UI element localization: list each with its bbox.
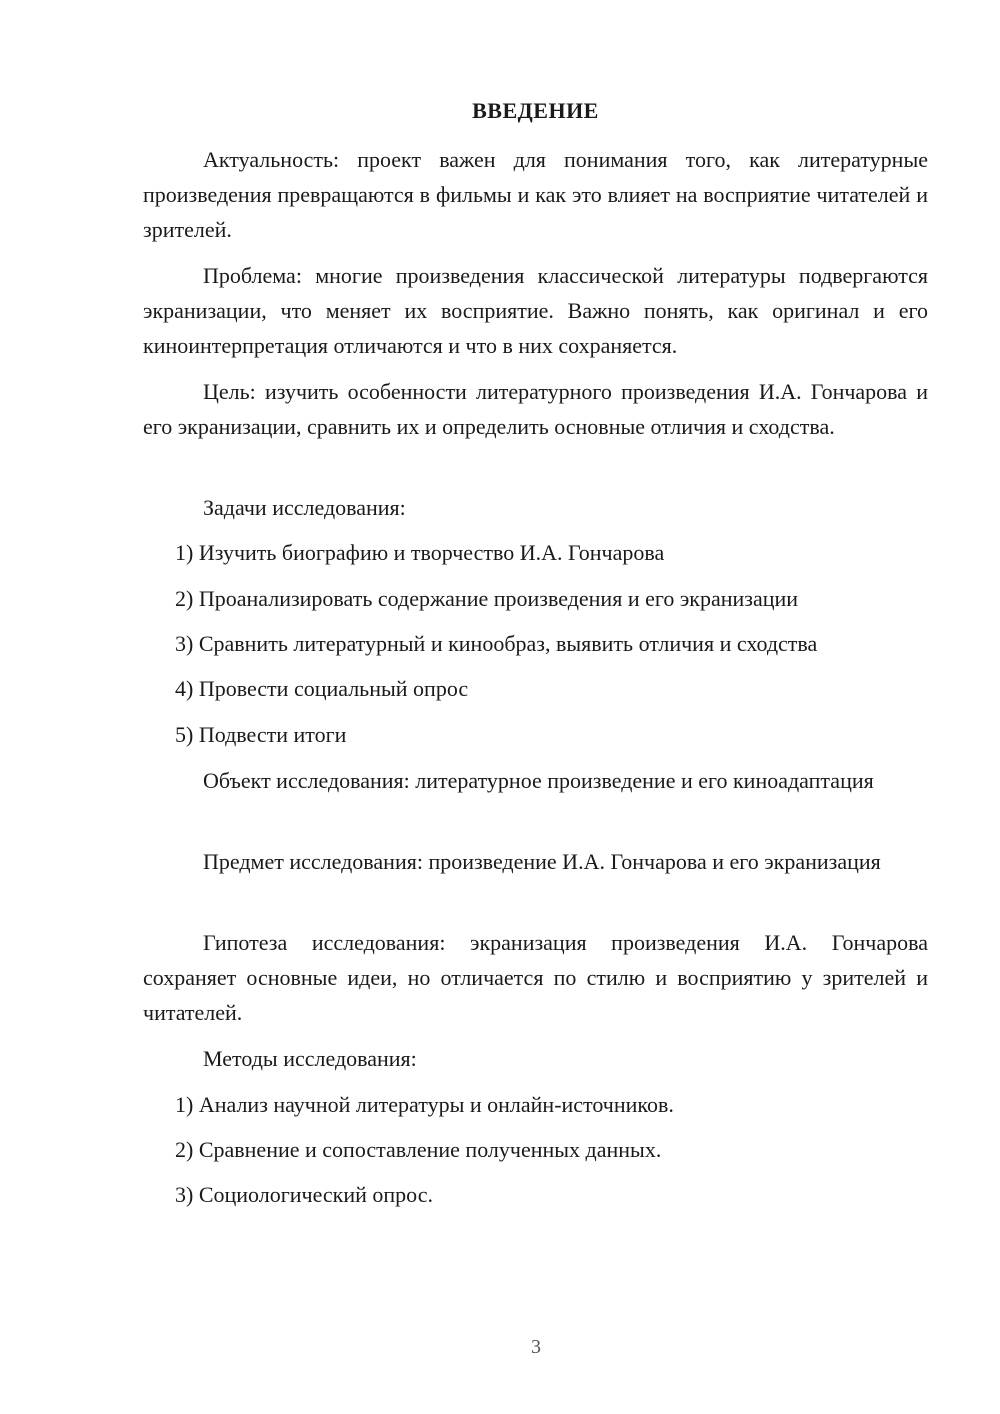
tasks-title: Задачи исследования: bbox=[203, 495, 406, 520]
subject-paragraph: Предмет исследования: произведение И.А. Гончарова и его экранизация bbox=[203, 849, 881, 874]
hypothesis-paragraph: Гипотеза исследования: экранизация произведения И.А. Гончарова сохраняет основные идеи, но отличается по стилю и восприятию у зрителей и читателей. bbox=[143, 930, 928, 1025]
task-item-3: 3) Сравнить литературный и кинообраз, выявить отличия и сходства bbox=[175, 631, 818, 656]
method-item-3: 3) Социологический опрос. bbox=[175, 1182, 433, 1207]
goal-paragraph: Цель: изучить особенности литературного произведения И.А. Гончарова и его экранизации, сравнить их и определить основные отличия и сходства. bbox=[143, 379, 928, 439]
method-item-1: 1) Анализ научной литературы и онлайн-источников. bbox=[175, 1092, 674, 1117]
task-item-2: 2) Проанализировать содержание произведения и его экранизации bbox=[175, 586, 799, 611]
relevance-paragraph: Актуальность: проект важен для понимания того, как литературные произведения превращаются в фильмы и как это влияет на восприятие читателей и зрителей. bbox=[143, 147, 928, 242]
task-item-4: 4) Провести социальный опрос bbox=[175, 676, 469, 701]
method-item-2: 2) Сравнение и сопоставление полученных данных. bbox=[175, 1137, 662, 1162]
methods-title: Методы исследования: bbox=[203, 1046, 417, 1071]
page-number: 3 bbox=[531, 1336, 541, 1358]
task-item-1: 1) Изучить биографию и творчество И.А. Гончарова bbox=[175, 540, 665, 565]
object-paragraph: Объект исследования: литературное произведение и его киноадаптация bbox=[203, 768, 874, 793]
problem-paragraph: Проблема: многие произведения классической литературы подвергаются экранизации, что меняет их восприятие. Важно понять, как оригинал и его киноинтерпретация отличаются и что в них сохраняется. bbox=[143, 263, 928, 358]
task-item-5: 5) Подвести итоги bbox=[175, 722, 347, 747]
page-title: ВВЕДЕНИЕ bbox=[472, 98, 599, 123]
